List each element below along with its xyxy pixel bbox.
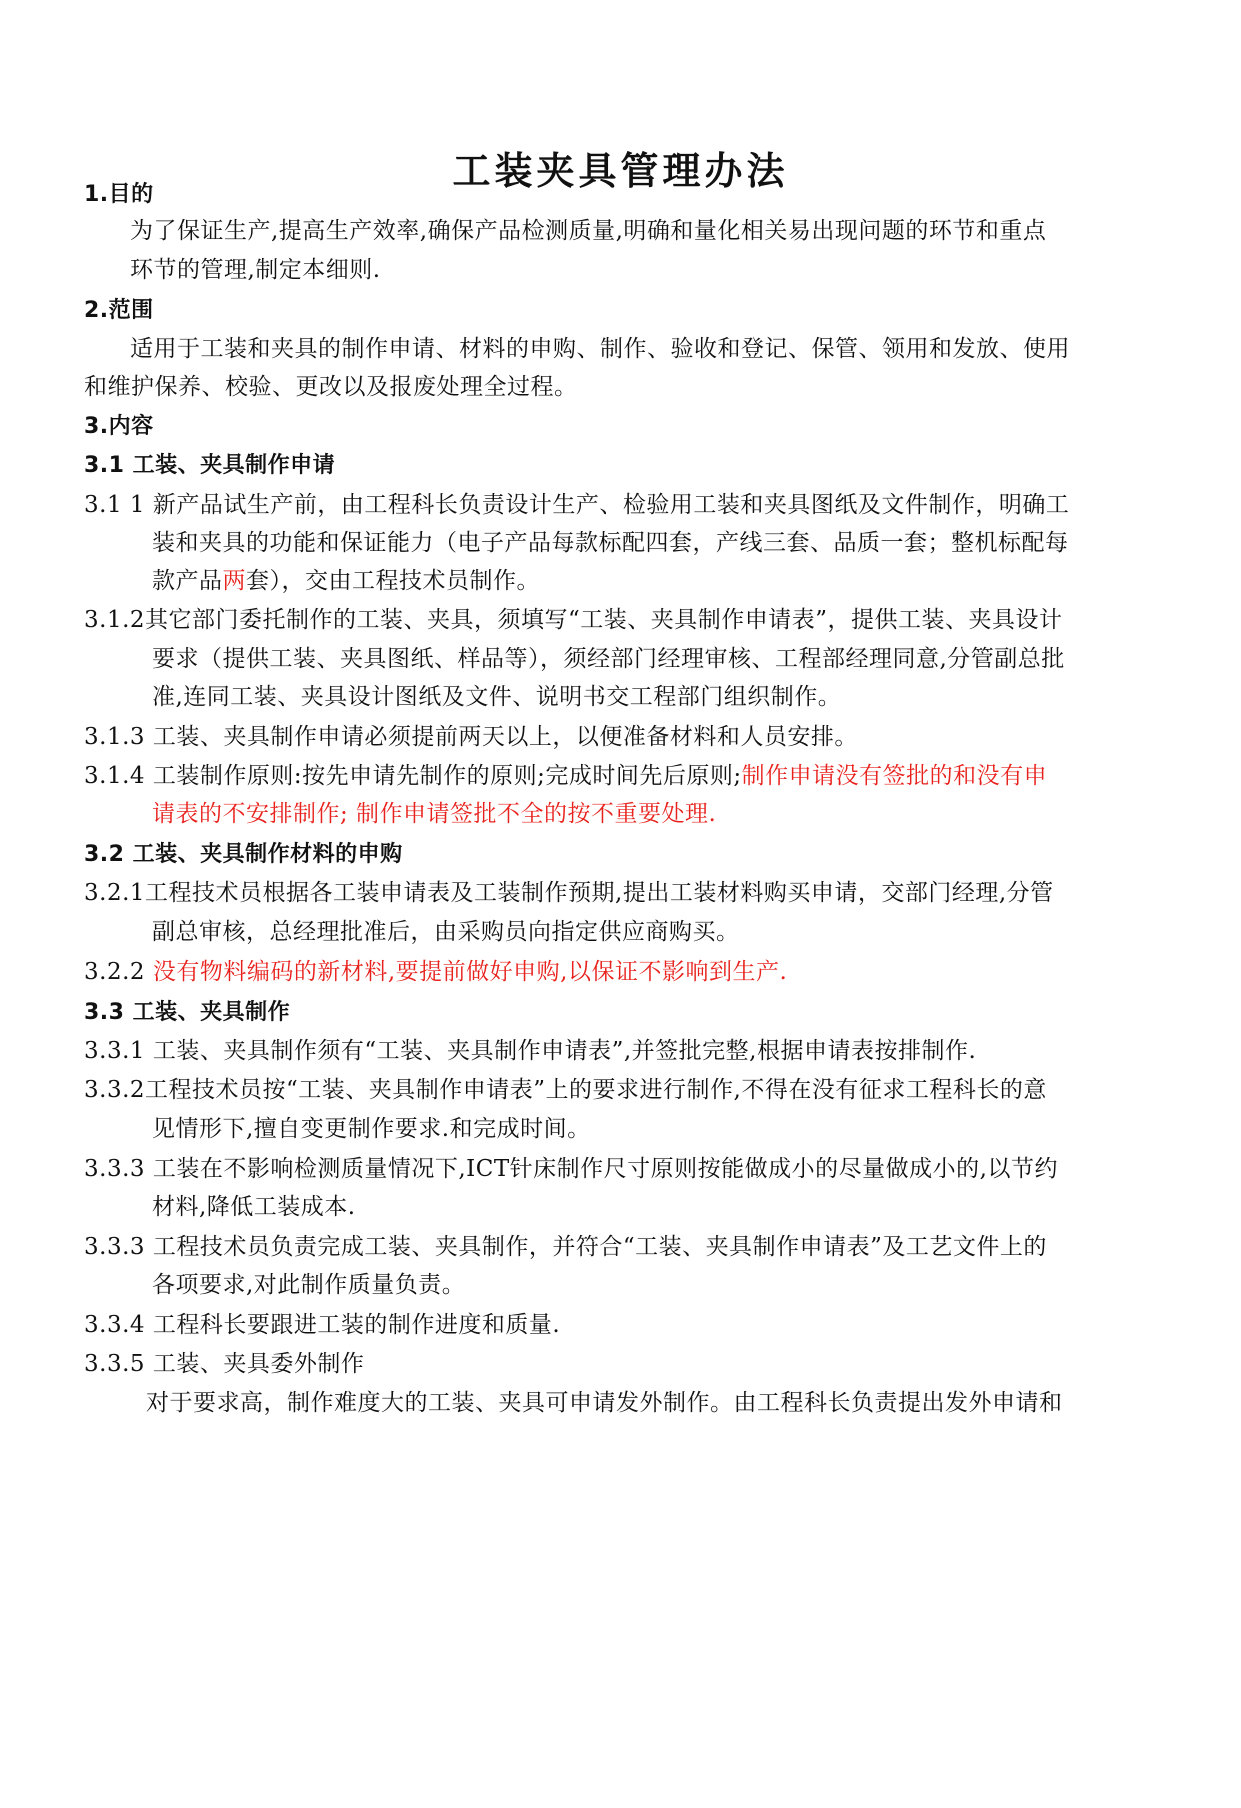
clause-line: 准,连同工装、夹具设计图纸及文件、说明书交工程部门组织制作。 xyxy=(152,684,842,710)
clause-line: 3.1.2其它部门委托制作的工装、夹具，须填写“工装、夹具制作申请表”，提供工装、夹具设计 xyxy=(84,607,1063,633)
clause-line xyxy=(84,957,787,987)
section-heading-purpose: 1.目的 xyxy=(84,182,154,207)
section-heading-content: 3.内容 xyxy=(84,414,154,439)
clause-text: 款产品 xyxy=(152,568,223,594)
paragraph-line: 为了保证生产,提高生产效率,确保产品检测质量,明确和量化相关易出现问题的环节和重点 xyxy=(130,218,1047,244)
paragraph-line: 和维护保养、校验、更改以及报废处理全过程。 xyxy=(84,374,578,400)
clause-line: 各项要求,对此制作质量负责。 xyxy=(152,1272,466,1298)
clause-line: 3.3.4 工程科长要跟进工装的制作进度和质量. xyxy=(84,1312,561,1338)
clause-line: 3.3.5 工装、夹具委外制作 xyxy=(84,1351,365,1377)
section-heading-scope: 2.范围 xyxy=(84,298,154,323)
subsection-heading: 3.3 工装、夹具制作 xyxy=(84,1000,291,1025)
paragraph-line: 适用于工装和夹具的制作申请、材料的申购、制作、验收和登记、保管、领用和发放、使用 xyxy=(130,336,1070,362)
clause-text: 套），交由工程技术员制作。 xyxy=(246,568,540,594)
clause-line: 3.1.3 工装、夹具制作申请必须提前两天以上，以便准备材料和人员安排。 xyxy=(84,724,858,750)
clause-text: 3.1.4 工装制作原则:按先申请先制作的原则;完成时间先后原则; xyxy=(84,763,742,789)
clause-line: 对于要求高，制作难度大的工装、夹具可申请发外制作。由工程科长负责提出发外申请和 xyxy=(146,1390,1063,1416)
clause-line xyxy=(152,566,540,596)
highlighted-text: 没有物料编码的新材料,要提前做好申购,以保证不影响到生产. xyxy=(152,959,788,985)
clause-line: 见情形下,擅自变更制作要求.和完成时间。 xyxy=(152,1116,591,1142)
clause-line: 3.3.1 工装、夹具制作须有“工装、夹具制作申请表”,并签批完整,根据申请表按排制作. xyxy=(84,1038,977,1064)
subsection-heading: 3.2 工装、夹具制作材料的申购 xyxy=(84,842,403,867)
clause-line: 副总审核，总经理批准后，由采购员向指定供应商购买。 xyxy=(152,919,740,945)
clause-text: 3.2.2 xyxy=(84,959,153,985)
highlighted-text: 两 xyxy=(222,568,246,594)
clause-line: 3.1 1 新产品试生产前，由工程科长负责设计生产、检验用工装和夹具图纸及文件制作，明确工 xyxy=(84,492,1070,518)
clause-line xyxy=(84,761,1047,791)
clause-line: 3.3.3 工装在不影响检测质量情况下,ICT针床制作尺寸原则按能做成小的尽量做成小的,以节约 xyxy=(84,1156,1058,1182)
clause-line: 3.2.1工程技术员根据各工装申请表及工装制作预期,提出工装材料购买申请，交部门经理,分管 xyxy=(84,880,1054,906)
clause-line: 装和夹具的功能和保证能力（电子产品每款标配四套，产线三套、品质一套；整机标配每 xyxy=(152,530,1069,556)
subsection-heading: 3.1 工装、夹具制作申请 xyxy=(84,453,336,478)
clause-line: 要求（提供工装、夹具图纸、样品等），须经部门经理审核、工程部经理同意,分管副总批 xyxy=(152,646,1065,672)
clause-line: 3.3.2工程技术员按“工装、夹具制作申请表”上的要求进行制作,不得在没有征求工程科长的意 xyxy=(84,1077,1047,1103)
paragraph-line: 环节的管理,制定本细则. xyxy=(130,257,381,283)
clause-line: 材料,降低工装成本. xyxy=(152,1194,356,1220)
highlighted-text: 制作申请没有签批的和没有申 xyxy=(741,763,1048,789)
document-title: 工装夹具管理办法 xyxy=(452,148,789,193)
clause-line: 3.3.3 工程技术员负责完成工装、夹具制作，并符合“工装、夹具制作申请表”及工艺文件上的 xyxy=(84,1234,1047,1260)
highlighted-text: 请表的不安排制作; 制作申请签批不全的按不重要处理. xyxy=(152,801,717,827)
